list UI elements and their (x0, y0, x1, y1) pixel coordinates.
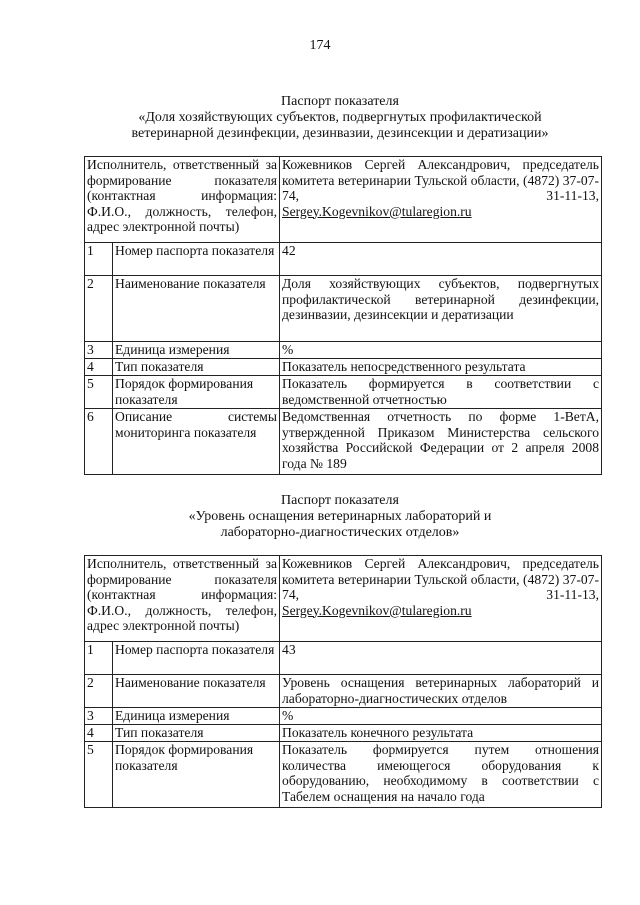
table-row (85, 157, 602, 243)
row-value: Уровень оснащения ветеринарных лабораторий и лабораторно-диагностических отделов (280, 675, 602, 708)
row-label: Тип показателя (113, 725, 280, 742)
row-label: Наименование показателя (113, 675, 280, 708)
table-row (85, 556, 602, 642)
row-value: Доля хозяйствующих субъектов, подвергнутых профилактической ветеринарной дезинфекции, дезинвазии, дезинсекции и дератизации (280, 276, 602, 342)
table-row (85, 359, 602, 376)
passport1-title-line1: Паспорт показателя (281, 94, 399, 109)
table-row (85, 376, 602, 409)
executor-label: Исполнитель, ответственный за формирование показателя (контактная информация: Ф.И.О., должность, телефон, адрес электронной почты) (85, 157, 280, 243)
row-number: 5 (85, 742, 113, 808)
table-row (85, 642, 602, 675)
table-row (85, 725, 602, 742)
page-number: 174 (309, 38, 331, 53)
row-number: 2 (85, 675, 113, 708)
row-value: Показатель непосредственного результата (280, 359, 602, 376)
row-value: Показатель формируется путем отношения количества имеющегося оборудования к оборудованию, необходимому в соответствии с Табелем оснащения на начало года (280, 742, 602, 808)
row-number: 2 (85, 276, 113, 342)
table-row (85, 708, 602, 725)
passport2-title-line2: «Уровень оснащения ветеринарных лабораторий и (188, 509, 492, 524)
row-value: 43 (280, 642, 602, 675)
table-row (85, 675, 602, 708)
row-value: Ведомственная отчетность по форме 1-ВетА, утвержденной Приказом Министерства сельского хозяйства Российской Федерации от 2 апреля 2008 года № 189 (280, 409, 602, 475)
row-number: 5 (85, 376, 113, 409)
table-row (85, 276, 602, 342)
row-label: Единица измерения (113, 342, 280, 359)
executor-label: Исполнитель, ответственный за формирование показателя (контактная информация: Ф.И.О., должность, телефон, адрес электронной почты) (85, 556, 280, 642)
row-label: Номер паспорта показателя (113, 642, 280, 675)
row-label: Единица измерения (113, 708, 280, 725)
row-value: Показатель конечного результата (280, 725, 602, 742)
row-number: 3 (85, 342, 113, 359)
row-number: 3 (85, 708, 113, 725)
row-label: Описание системы мониторинга показателя (113, 409, 280, 475)
row-label: Наименование показателя (113, 276, 280, 342)
executor-value: Кожевников Сергей Александрович, председатель комитета ветеринарии Тульской области, (4872) 37-07-74, 31-11-13, Sergey.Kogevnikov@tularegion.ru (280, 556, 602, 642)
row-label: Номер паспорта показателя (113, 243, 280, 276)
executor-email-link[interactable]: Sergey.Kogevnikov@tularegion.ru (282, 602, 472, 618)
passport1-title-line2: «Доля хозяйствующих субъектов, подвергнутых профилактической (138, 110, 542, 125)
row-label: Тип показателя (113, 359, 280, 376)
row-value: 42 (280, 243, 602, 276)
row-number: 1 (85, 243, 113, 276)
executor-value: Кожевников Сергей Александрович, председатель комитета ветеринарии Тульской области, (4872) 37-07-74, 31-11-13, Sergey.Kogevnikov@tularegion.ru (280, 157, 602, 243)
row-value: % (280, 708, 602, 725)
table-row (85, 342, 602, 359)
row-number: 4 (85, 725, 113, 742)
passport2-title-line1: Паспорт показателя (281, 493, 399, 508)
row-number: 4 (85, 359, 113, 376)
passport2-table (84, 555, 602, 808)
row-number: 6 (85, 409, 113, 475)
executor-email-link[interactable]: Sergey.Kogevnikov@tularegion.ru (282, 203, 472, 219)
table-row (85, 243, 602, 276)
passport1-title (60, 94, 620, 142)
row-value: % (280, 342, 602, 359)
passport1-title-line3: ветеринарной дезинфекции, дезинвазии, дезинсекции и дератизации» (131, 126, 549, 141)
row-value: Показатель формируется в соответствии с ведомственной отчетностью (280, 376, 602, 409)
row-label: Порядок формирования показателя (113, 742, 280, 808)
passport2-title-line3: лабораторно-диагностических отделов» (220, 525, 460, 540)
passport1-table (84, 156, 602, 475)
table-row (85, 742, 602, 808)
passport2-title (60, 493, 620, 541)
row-number: 1 (85, 642, 113, 675)
table-row (85, 409, 602, 475)
row-label: Порядок формирования показателя (113, 376, 280, 409)
